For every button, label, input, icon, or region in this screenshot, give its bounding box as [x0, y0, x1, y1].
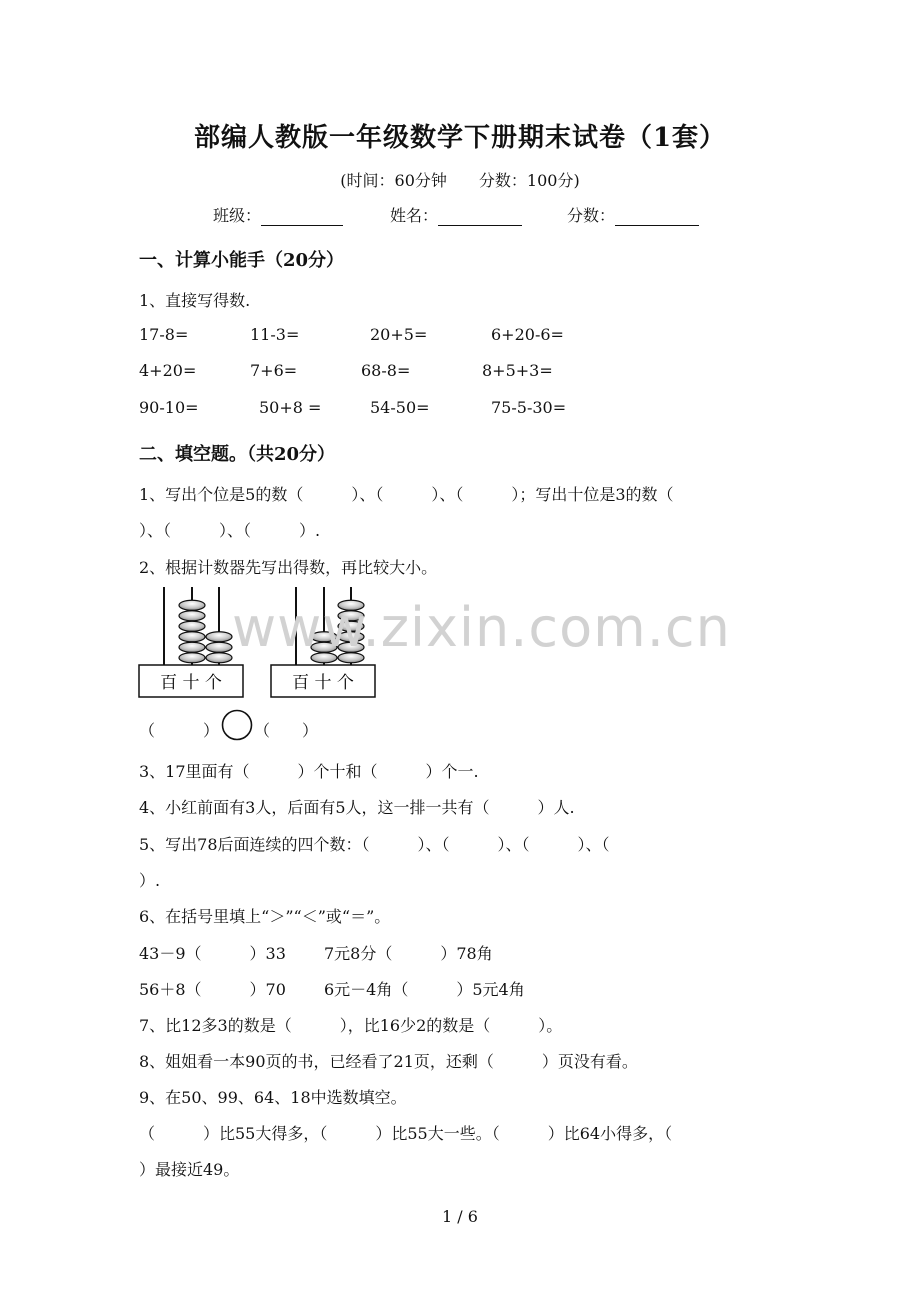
abacus-bead-tens	[179, 611, 205, 621]
class-label: 班级：	[213, 206, 262, 225]
compare-circle[interactable]	[221, 709, 253, 741]
abacus-place-labels: 百 十 个	[292, 673, 354, 693]
calc-item: 7+6=	[250, 361, 298, 380]
compare-item: 7元8分（ ）78角	[324, 944, 493, 963]
calc-item: 50+8 =	[259, 398, 322, 417]
calc-item: 8+5+3=	[482, 361, 553, 380]
calc-item: 11-3=	[250, 325, 300, 344]
page-title: 部编人教版一年级数学下册期末试卷（1套）	[193, 123, 727, 153]
fill-q5-line2: ）.	[139, 871, 161, 890]
calc-item: 20+5=	[370, 325, 428, 344]
abacus-place-labels: 百 十 个	[160, 673, 222, 693]
calc-item: 4+20=	[139, 361, 197, 380]
section2-heading: 二、填空题。（共20分）	[139, 444, 336, 465]
compare-item: 56＋8（ ）70	[139, 980, 286, 999]
abacus-bead-tens	[179, 653, 205, 663]
watermark: www.zixin.com.cn	[232, 596, 731, 659]
fill-q9-line2: ）最接近49。	[139, 1160, 240, 1179]
fill-q8: 8、姐姐看一本90页的书，已经看了21页，还剩（ ）页没有看。	[139, 1052, 638, 1071]
fill-q2: 2、根据计数器先写出得数，再比较大小。	[139, 558, 438, 577]
fill-q1-line1: 1、写出个位是5的数（ ）、（ ）、（ ）；写出十位是3的数（	[139, 485, 674, 504]
name-label: 姓名：	[390, 206, 439, 225]
fill-q4: 4、小红前面有3人，后面有5人，这一排一共有（ ）人.	[139, 798, 575, 817]
abacus-bead-ones	[206, 642, 232, 652]
calc-item: 54-50=	[370, 398, 430, 417]
score-blank[interactable]	[615, 207, 699, 226]
abacus-bead-tens	[179, 621, 205, 631]
fill-q7: 7、比12多3的数是（ ），比16少2的数是（ ）。	[139, 1016, 563, 1035]
name-field	[390, 203, 522, 226]
class-blank[interactable]	[261, 207, 343, 226]
score-field	[567, 203, 699, 226]
abacus-bead-tens	[179, 632, 205, 642]
calc-item: 17-8=	[139, 325, 189, 344]
fill-q1-line2: ）、（ ）、（ ）.	[139, 521, 321, 540]
fill-q6: 6、在括号里填上“＞”“＜”或“＝”。	[139, 907, 391, 926]
compare-left-blank: （ ）	[139, 721, 220, 740]
score-label: 分数：	[567, 206, 616, 225]
fill-q3: 3、17里面有（ ）个十和（ ）个一.	[139, 762, 479, 781]
abacus-bead-ones	[206, 653, 232, 663]
page-number: 1 / 6	[442, 1207, 478, 1226]
exam-time-score: (时间：60分钟 分数：100分)	[340, 171, 580, 190]
abacus-left	[137, 585, 245, 700]
section1-heading: 一、计算小能手（20分）	[139, 250, 345, 271]
compare-item: 43－9（ ）33	[139, 944, 286, 963]
class-field	[213, 203, 343, 226]
abacus-bead-ones	[206, 632, 232, 642]
calc-item: 68-8=	[361, 361, 411, 380]
abacus-bead-tens	[179, 642, 205, 652]
section1-q1: 1、直接写得数.	[139, 291, 251, 310]
calc-item: 6+20-6=	[491, 325, 564, 344]
fill-q9-line1: （ ）比55大得多，（ ）比55大一些。（ ）比64小得多，（	[139, 1124, 673, 1143]
fill-q5-line1: 5、写出78后面连续的四个数：（ ）、（ ）、（ ）、（	[139, 835, 610, 854]
compare-right-blank: （ ）	[254, 721, 319, 740]
name-blank[interactable]	[438, 207, 522, 226]
calc-item: 90-10=	[139, 398, 199, 417]
compare-item: 6元－4角（ ）5元4角	[324, 980, 525, 999]
fill-q9: 9、在50、99、64、18中选数填空。	[139, 1088, 407, 1107]
abacus-bead-tens	[179, 600, 205, 610]
calc-item: 75-5-30=	[491, 398, 567, 417]
